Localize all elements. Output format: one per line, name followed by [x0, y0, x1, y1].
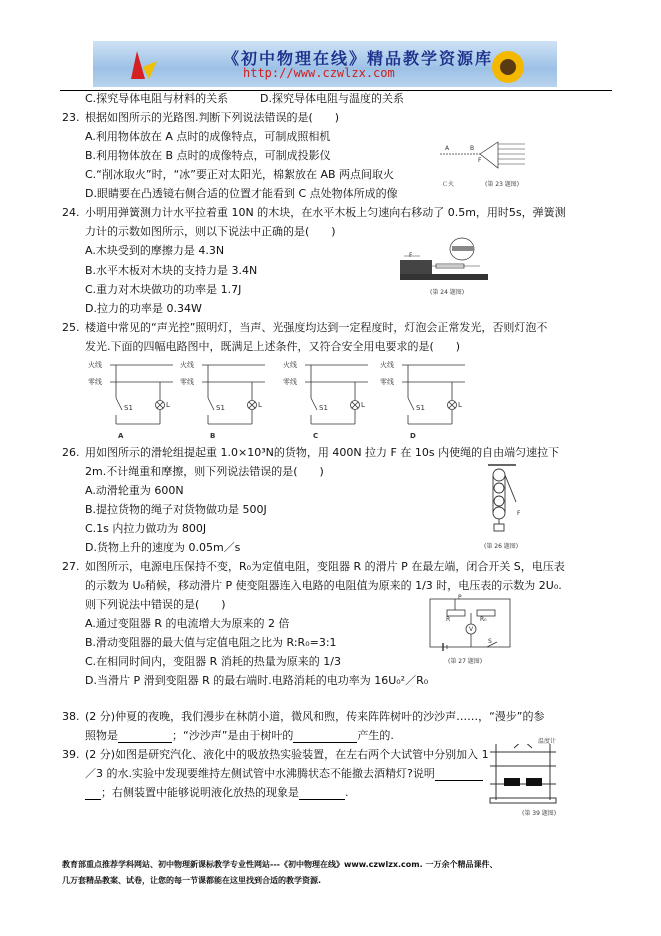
- footer-line-2: 几万套精品教案、试卷，让您的每一节课都能在这里找到合适的教学资源.: [62, 876, 322, 885]
- q23-option-b: B.利用物体放在 B 点时的成像特点，可制成投影仪: [85, 149, 331, 162]
- q26-stem-line2: 2m.不计绳重和摩擦，则下列说法错误的是( ): [85, 465, 324, 478]
- lamp-label: L: [361, 401, 365, 409]
- q39-stem-line3: [85, 786, 349, 800]
- q23-lens-diagram: [440, 140, 540, 180]
- q38-blank-2[interactable]: [293, 731, 357, 743]
- q27-stem-line1: 如图所示，电源电压保持不变，R₀为定值电阻，变阻器 R 的滑片 P 在最左端，闭合开关 S，电压表: [85, 560, 565, 573]
- q27-stem-line3: 则下列说法中错误的是( ): [85, 598, 226, 611]
- banner-title: 《初中物理在线》精品教学资源库: [223, 49, 494, 68]
- q23-side-label: Ｃ火: [442, 181, 455, 188]
- q39-text-c: ；右侧装置中能够说明液化放热的现象是: [101, 786, 299, 799]
- live-wire-label: 火线: [88, 361, 102, 369]
- q27-label-r: R: [446, 616, 451, 623]
- live-wire-label: 火线: [180, 361, 194, 369]
- q24-option-b: B.水平木板对木块的支持力是 3.4N: [85, 264, 258, 277]
- q25-circuit-d: [380, 360, 470, 440]
- neutral-wire-label: 零线: [88, 378, 102, 386]
- q39-apparatus-diagram: [488, 744, 558, 806]
- q39-text-end: .: [345, 786, 349, 799]
- q25-circuit-b: [180, 360, 270, 440]
- q25-number: 25.: [62, 321, 80, 334]
- circuit-wires: [180, 360, 270, 430]
- q23-number: 23.: [62, 111, 80, 124]
- q26-option-a: A.动滑轮重为 600N: [85, 484, 184, 497]
- q38-stem-line1: (2 分)仲夏的夜晚，我们漫步在林荫小道，微风和煦，传来阵阵树叶的沙沙声……，“漫步”的参: [85, 710, 545, 723]
- live-wire-label: 火线: [380, 361, 394, 369]
- q24-stem-line1: 小明用弹簧测力计水平拉着重 10N 的木块，在水平木板上匀速向右移动了 0.5m，用时5s，弹簧测: [85, 206, 566, 219]
- q38-blank-1[interactable]: [118, 731, 172, 743]
- q24-option-a: A.木块受到的摩擦力是 4.3N: [85, 244, 225, 257]
- q23-option-c: C.“削冰取火”时，“冰”要正对太阳光，棉絮放在 AB 两点间取火: [85, 168, 395, 181]
- switch-label: S1: [416, 404, 425, 412]
- q23-option-a: A.利用物体放在 A 点时的成像特点，可制成照相机: [85, 130, 331, 143]
- q39-blank-1a[interactable]: [435, 769, 483, 781]
- circuit-wires: [380, 360, 470, 430]
- header-rule: [60, 90, 612, 91]
- q22-option-d: D.探究导体电阻与温度的关系: [260, 92, 404, 105]
- q24-option-c: C.重力对木块做功的功率是 1.7J: [85, 283, 242, 296]
- q27-caption: (第 27 题图): [448, 658, 483, 665]
- circuit-label: B: [210, 432, 216, 440]
- neutral-wire-label: 零线: [380, 378, 394, 386]
- lamp-label: L: [458, 401, 462, 409]
- q27-stem-line2: 的示数为 U₀稍候，移动滑片 P 使变阻器连入电路的电阻值为原来的 1/3 时，电压表的示数为 2U₀.: [85, 579, 562, 592]
- q26-option-c: C.1s 内拉力做功为 800J: [85, 522, 207, 535]
- banner-url: http://www.czwlzx.com: [243, 66, 395, 80]
- lamp-label: L: [166, 401, 170, 409]
- q26-option-d: D.货物上升的速度为 0.05m／s: [85, 541, 241, 554]
- q38-text-a: 照物是: [85, 729, 118, 742]
- q24-option-d: D.拉力的功率是 0.34W: [85, 302, 202, 315]
- q38-text-c: 产生的.: [357, 729, 394, 742]
- q39-thermometer-label: 温度计: [538, 738, 557, 745]
- q27-option-d: D.当滑片 P 滑到变阻器 R 的最右端时.电路消耗的电功率为 16U₀²／R₀: [85, 674, 429, 687]
- q24-number: 24.: [62, 206, 80, 219]
- q27-option-a: A.通过变阻器 R 的电流增大为原来的 2 倍: [85, 617, 290, 630]
- q39-stem-line1: (2 分)如图是研究汽化、液化中的吸放热实验装置，在左右两个大试管中分别加入 1: [85, 748, 489, 761]
- q23-option-d: D.眼睛要在凸透镜右侧合适的位置才能看到 C 点处物体所成的像: [85, 187, 398, 200]
- q38-text-b: ；“沙沙声”是由于树叶的: [172, 729, 294, 742]
- neutral-wire-label: 零线: [180, 378, 194, 386]
- logo-icon: [123, 47, 159, 83]
- q26-force-label: F: [517, 510, 521, 517]
- circuit-wires: [283, 360, 373, 430]
- q24-stem-line2: 力计的示数如图所示，则以下说法中正确的是( ): [85, 225, 336, 238]
- q27-circuit-diagram: [415, 595, 525, 655]
- q26-number: 26.: [62, 446, 80, 459]
- q27-option-c: C.在相同时间内，变阻器 R 消耗的热量为原来的 1/3: [85, 655, 342, 668]
- q27-label-v: V: [469, 626, 474, 633]
- circuit-label: C: [313, 432, 319, 440]
- q27-label-r0: R₀: [480, 616, 487, 623]
- circuit-wires: [88, 360, 178, 430]
- q22-option-c: C.探究导体电阻与材料的关系: [85, 92, 229, 105]
- q39-stem-line2: [85, 767, 483, 781]
- q39-blank-2[interactable]: [299, 788, 345, 800]
- q26-caption: (第 26 题图): [484, 543, 519, 550]
- q24-caption: (第 24 题图): [430, 289, 465, 296]
- q23-label-b: B: [470, 145, 475, 152]
- q38-stem-line2: [85, 729, 394, 743]
- q25-stem-line1: 楼道中常见的“声光控”照明灯，当声、光强度均达到一定程度时，灯泡会正常发光，否则灯泡不: [85, 321, 548, 334]
- switch-label: S1: [319, 404, 328, 412]
- live-wire-label: 火线: [283, 361, 297, 369]
- footer-line-1: 教育部重点推荐学科网站、初中物理新课标教学专业性网站---《初中物理在线》www.czwlzx.com. 一万余个精品课件、: [62, 860, 498, 869]
- q39-blank-1b[interactable]: [85, 788, 101, 800]
- q27-label-p: P: [458, 594, 462, 601]
- q27-label-s: S: [488, 638, 492, 645]
- switch-label: S1: [124, 404, 133, 412]
- sunflower-icon: [478, 45, 538, 85]
- q39-caption: (第 39 题图): [522, 810, 557, 817]
- q25-stem-line2: 发光.下面的四幅电路图中，既满足上述条件，又符合安全用电要求的是( ): [85, 340, 461, 353]
- q25-circuit-a: [88, 360, 178, 440]
- q27-number: 27.: [62, 560, 80, 573]
- q23-label-a: A: [445, 145, 450, 152]
- q23-caption: (第 23 题图): [485, 181, 520, 188]
- q27-option-b: B.滑动变阻器的最大值与定值电阻之比为 R:R₀=3:1: [85, 636, 337, 649]
- q38-number: 38.: [62, 710, 80, 723]
- q26-stem-line1: 用如图所示的滑轮组提起重 1.0×10³N的货物，用 400N 拉力 F 在 10s 内使绳的自由端匀速拉下: [85, 446, 560, 459]
- q23-label-f: F: [478, 157, 482, 164]
- circuit-label: D: [410, 432, 416, 440]
- q39-number: 39.: [62, 748, 80, 761]
- q39-text-b: ／3 的水.实验中发现要维持左侧试管中水沸腾状态不能撤去酒精灯?说明: [85, 767, 435, 780]
- site-banner: [93, 41, 557, 87]
- circuit-label: A: [118, 432, 124, 440]
- q24-spring-scale-diagram: [400, 236, 495, 286]
- q26-pulley-diagram: [486, 462, 526, 537]
- q26-option-b: B.提拉货物的绳子对货物做功是 500J: [85, 503, 267, 516]
- q24-force-label: F: [409, 252, 413, 259]
- q23-stem: 根据如图所示的光路图.判断下列说法错误的是( ): [85, 111, 340, 124]
- neutral-wire-label: 零线: [283, 378, 297, 386]
- switch-label: S1: [216, 404, 225, 412]
- q25-circuit-c: [283, 360, 373, 440]
- lamp-label: L: [258, 401, 262, 409]
